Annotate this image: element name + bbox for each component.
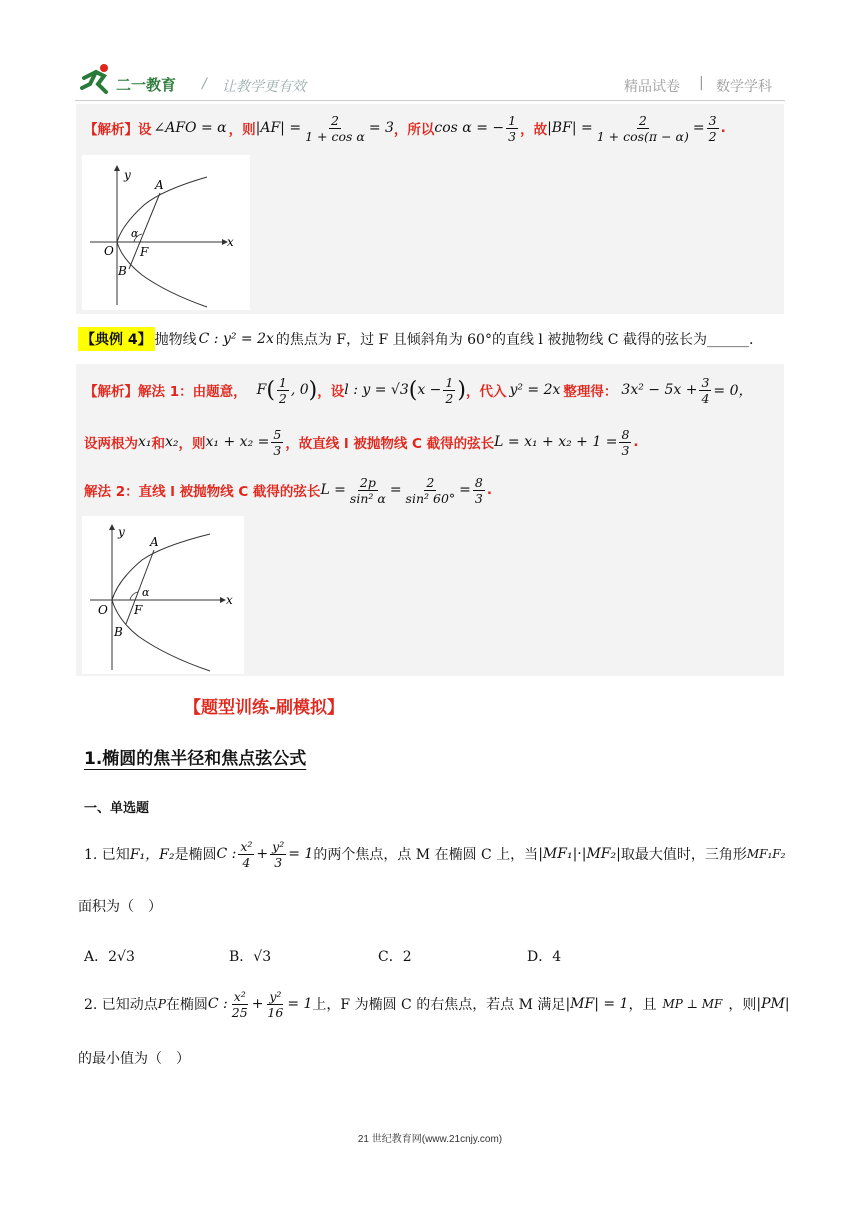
math-eq-b: = xyxy=(459,482,471,498)
q1-c: C : xyxy=(216,846,237,862)
math-angle: ∠AFO = α xyxy=(153,120,227,136)
solution-1-line xyxy=(84,108,726,148)
q1-option-c[interactable]: C．2 xyxy=(378,949,412,965)
text-hence: ，故 xyxy=(520,122,548,138)
method1-label: 【解析】解法 1：由题意， xyxy=(84,384,247,400)
fraction-result-2: $\frac{8}{3}$ xyxy=(474,474,483,506)
parabola-figure-1 xyxy=(82,155,250,310)
text-end-3: . xyxy=(486,482,492,498)
solution-2-line-1 xyxy=(84,370,753,410)
q2-perp: MP ⊥ MF xyxy=(662,997,723,1011)
point-f-label-2: F xyxy=(134,603,143,617)
q2-text-5: ，则 xyxy=(728,997,757,1013)
axis-x-label: x xyxy=(227,235,234,249)
question-1-line-1 xyxy=(84,834,785,874)
header-slash: / xyxy=(202,76,207,92)
point-b-label-2: B xyxy=(114,625,123,639)
text-end: . xyxy=(720,120,726,136)
math-af: |AF| = xyxy=(255,120,302,136)
method2-label: 解法 2：直线 l 被抛物线 C 截得的弦长 xyxy=(84,484,321,500)
example-text-1: 抛物线 xyxy=(154,332,197,348)
q2-text-2: 在椭圆 xyxy=(165,997,208,1013)
fraction-cos: $\frac{1}{3}$ xyxy=(508,112,517,144)
alpha-label-2: α xyxy=(142,586,150,599)
origin-label: O xyxy=(104,244,114,258)
math-eq: = xyxy=(692,120,705,136)
math-x2: x₂ xyxy=(165,434,179,450)
text-then: ，则 xyxy=(228,122,256,138)
text-then-2: ，则 xyxy=(178,436,206,452)
axis-x-label-2: x xyxy=(226,593,233,607)
solution-2-line-2 xyxy=(84,422,639,462)
point-a-label-2: A xyxy=(150,535,159,549)
q1-option-d[interactable]: D．4 xyxy=(527,949,562,965)
q1-triangle: MF₁F₂ xyxy=(746,847,786,861)
math-quad: 3x² − 5x + xyxy=(621,382,698,398)
math-para: y² = 2x xyxy=(509,382,561,398)
text-end-2: . xyxy=(633,434,639,450)
text-set: ，设 xyxy=(317,384,345,400)
q2-frac-y: $\frac{\text{y²}}{16}$ xyxy=(267,988,284,1020)
header-subject: 数学学科 xyxy=(716,79,772,95)
q2-plus: + xyxy=(251,996,264,1012)
q1-frac-y: $\frac{\text{y²}}{3}$ xyxy=(272,838,285,870)
q1-foci: F₁，F₂ xyxy=(129,847,175,863)
paren-close-2: ) xyxy=(457,377,466,403)
page-footer: 21 世纪教育网(www.21cnjy.com) xyxy=(357,1134,503,1145)
math-zero-2: = 0， xyxy=(713,383,753,399)
q2-p: P xyxy=(157,997,166,1011)
paren-open: ( xyxy=(266,377,275,403)
logo-icon xyxy=(78,62,114,94)
q2-text-4: ，且 xyxy=(628,997,657,1013)
alpha-label: α xyxy=(131,227,139,240)
q1-option-a[interactable]: A．2√3 xyxy=(84,949,135,965)
math-eq-a: = xyxy=(389,482,402,498)
page-header xyxy=(0,0,860,100)
math-line: l : y = √3 xyxy=(344,382,409,398)
math-x1: x₁ xyxy=(138,434,152,450)
math-L: L = x₁ + x₂ + 1 = xyxy=(494,434,618,450)
question-2-line-2: 的最小值为（ ） xyxy=(78,1051,190,1067)
q1-plus: + xyxy=(256,846,269,862)
q2-text-3: 上，F 为椭圆 C 的右焦点，若点 M 满足 xyxy=(312,997,566,1013)
solution-label: 【解析】设 xyxy=(84,122,152,138)
axis-y-label-2: y xyxy=(118,525,125,539)
example-equation: C : y² = 2x xyxy=(198,331,274,347)
math-eq3: = 3 xyxy=(368,120,394,136)
parabola-figure-2 xyxy=(82,516,244,674)
math-L2: L = xyxy=(320,482,346,498)
q1-text-4: 取最大值时，三角形 xyxy=(620,847,747,863)
paren-open-2: ( xyxy=(408,377,418,403)
q1-option-b[interactable]: B．√3 xyxy=(229,949,272,965)
q2-pm: |PM| xyxy=(756,996,790,1012)
q1-eq: = 1 xyxy=(288,846,314,862)
math-cos: cos α = − xyxy=(434,120,505,136)
example-tag: 【典例 4】 xyxy=(78,327,155,351)
fraction-bf: $\frac{2}{1 + \cos(\pi - \alpha)}$ xyxy=(596,112,689,144)
subsection-heading: 一、单选题 xyxy=(84,801,150,816)
fraction-quad: $\frac{3}{4}$ xyxy=(701,374,710,406)
q1-text-3: 的两个焦点，点 M 在椭圆 C 上，当 xyxy=(313,847,539,863)
paren-close: ) xyxy=(308,377,318,403)
q2-eq: = 1 xyxy=(287,996,313,1012)
point-f-label: F xyxy=(140,245,149,259)
header-slogan: 让教学更有效 xyxy=(222,79,306,95)
section-title: 【题型训练-刷模拟】 xyxy=(184,698,345,718)
fraction-L: $\frac{8}{3}$ xyxy=(621,426,630,458)
fraction-2p: $\frac{2p}{\text{sin² α}}$ xyxy=(349,474,386,506)
q1-text-2: 是椭圆 xyxy=(174,847,217,863)
example-text-2: 的焦点为 F，过 F 且倾斜角为 60°的直线 l 被抛物线 C 截得的弦长为______. xyxy=(275,332,754,348)
q2-frac-x: $\frac{\text{x²}}{25}$ xyxy=(231,988,248,1020)
q2-c: C : xyxy=(207,996,228,1012)
solution-2-line-3 xyxy=(84,470,492,510)
text-roots: 设两根为 xyxy=(84,436,138,452)
q1-product: |MF₁|·|MF₂| xyxy=(538,846,621,862)
origin-label-2: O xyxy=(98,603,108,617)
text-sub: ，代入 xyxy=(465,384,507,400)
fraction-result: $\frac{3}{2}$ xyxy=(708,112,717,144)
header-exam-label: 精品试卷 xyxy=(624,79,680,95)
math-F: F xyxy=(256,382,267,398)
point-a-label: A xyxy=(155,178,164,192)
fraction-sin60: $\frac{2}{\text{sin² 60°}}$ xyxy=(405,474,456,506)
q1-frac-x: $\frac{\text{x²}}{4}$ xyxy=(240,838,253,870)
q2-mf: |MF| = 1 xyxy=(565,996,629,1012)
math-bf: |BF| = xyxy=(547,120,593,136)
math-zero: , 0 xyxy=(290,382,309,398)
axis-y-label: y xyxy=(124,168,131,182)
fraction-half: $\frac{1}{2}$ xyxy=(278,374,287,406)
question-1-line-2: 面积为（ ） xyxy=(78,899,162,915)
fraction-half-2: $\frac{1}{2}$ xyxy=(445,374,454,406)
text-hence-2: ，故直线 l 被抛物线 C 截得的弦长 xyxy=(285,436,495,452)
text-and: 和 xyxy=(151,436,166,452)
point-b-label: B xyxy=(118,264,127,278)
logo-text: 二一教育 xyxy=(116,76,177,94)
math-sum: x₁ + x₂ = xyxy=(205,434,270,450)
q1-text-1: 1. 已知 xyxy=(84,847,130,863)
example-4-line xyxy=(78,328,753,350)
header-separator: | xyxy=(699,75,704,91)
math-x: x − xyxy=(417,382,442,398)
fraction-sum: $\frac{5}{3}$ xyxy=(273,426,282,458)
text-arrange: 整理得： xyxy=(563,384,618,400)
header-divider xyxy=(75,100,785,101)
q2-text-1: 2. 已知动点 xyxy=(84,997,158,1013)
question-2-line-1 xyxy=(84,984,790,1024)
text-so: ，所以 xyxy=(393,122,435,138)
topic-heading: 1.椭圆的焦半径和焦点弦公式 xyxy=(84,749,307,769)
fraction-af: $\frac{2}{\text{1 + cos α}}$ xyxy=(305,112,365,144)
